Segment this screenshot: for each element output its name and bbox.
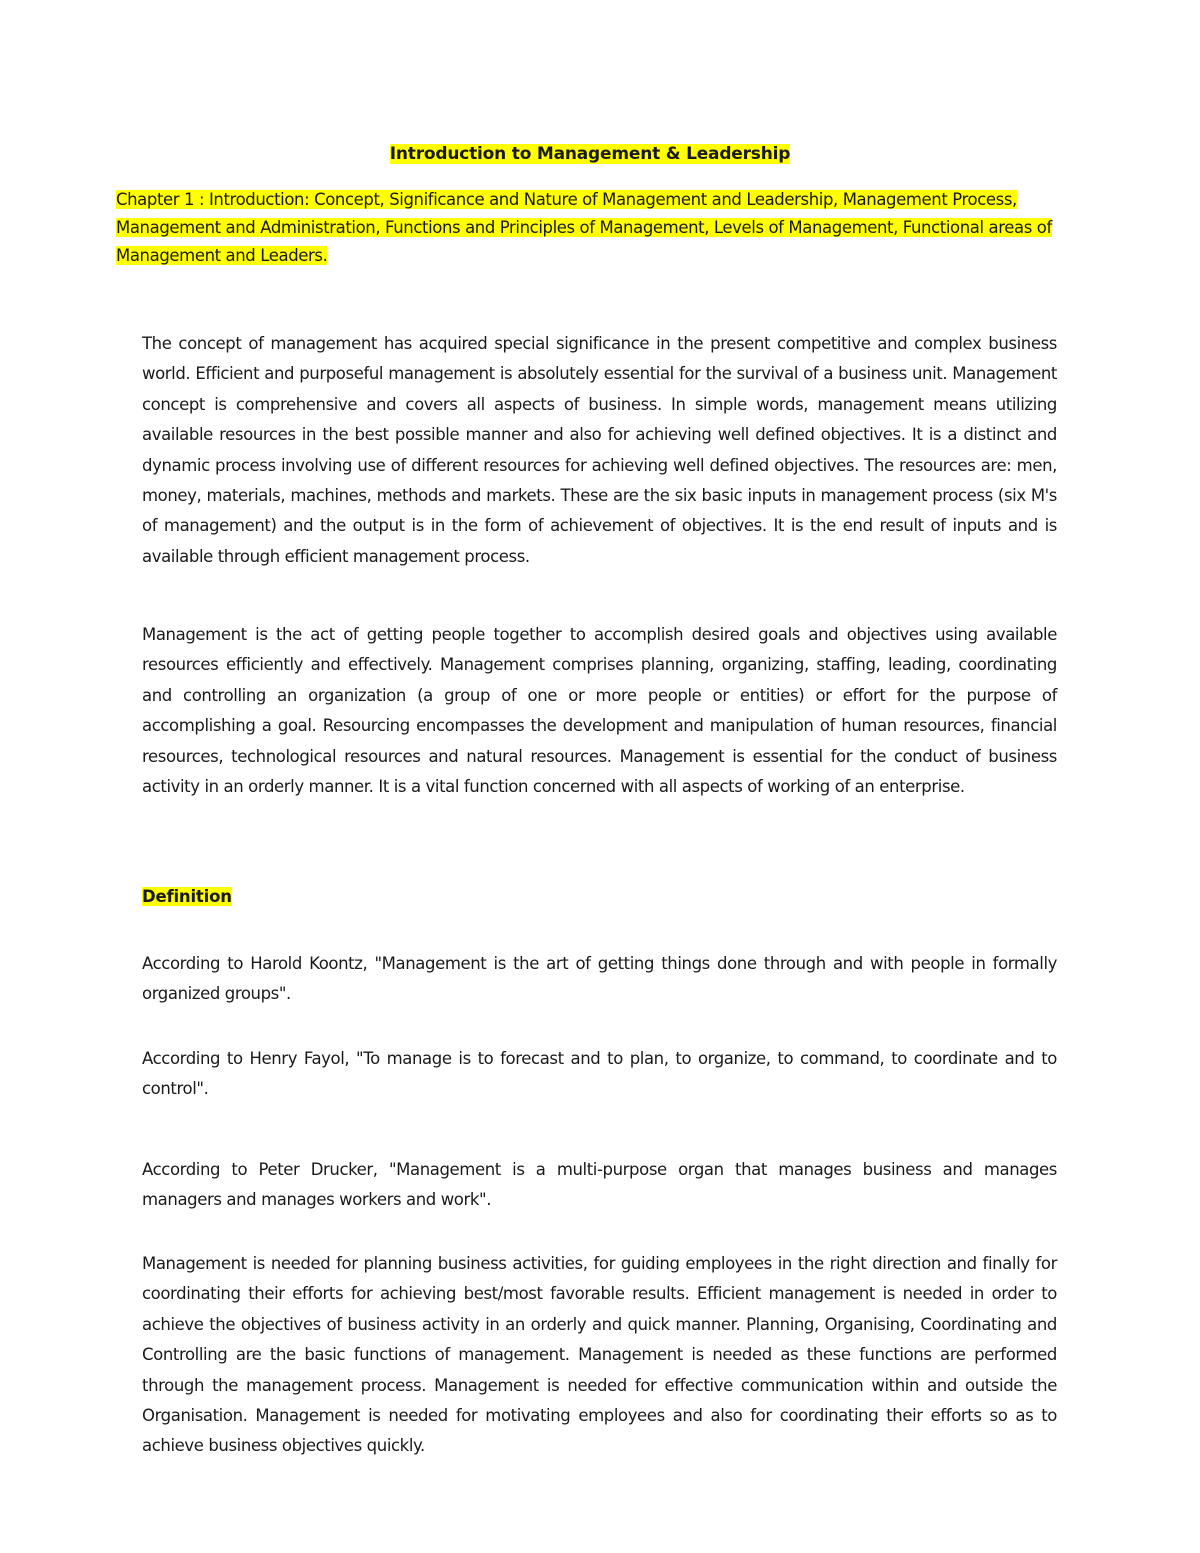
title-text: Introduction to Management & Leadership: [389, 144, 791, 164]
closing-paragraph: Management is needed for planning business activities, for guiding employees in the right direction and finally for coordinating their efforts for achieving best/most favorable results. Efficient management is needed in order to achieve the objectives of business activity in an orderly and quick manner. Planning, Organising, Coordinating and Controlling are the basic functions of management. Management is needed as these functions are performed through the management process. Management is needed for effective communication within and outside the Organisation. Management is needed for motivating employees and also for coordinating their efforts so as to achieve business objectives quickly.: [142, 1254, 1057, 1456]
document-title: [0, 141, 1180, 167]
management-paragraph: Management is the act of getting people together to accomplish desired goals and objectives using available resources efficiently and effectively. Management comprises planning, organizing, staffing, leading, coordinating and controlling an organization (a group of one or more people or entities) or effort for the purpose of accomplishing a goal. Resourcing encompasses the development and manipulation of human resources, financial resources, technological resources and natural resources. Management is essential for the conduct of business activity in an orderly manner. It is a vital function concerned with all aspects of working of an enterprise.: [142, 625, 1057, 797]
definition-drucker: According to Peter Drucker, "Management is a multi-purpose organ that manages business and manages managers and manages workers and work".: [142, 1160, 1057, 1210]
definition-heading: [142, 883, 232, 911]
chapter-text: Chapter 1 : Introduction: Concept, Significance and Nature of Management and Leadership, Management Process, Management and Administration, Functions and Principles of Management, Levels of Management, Functional areas of Management and Leaders.: [116, 190, 1052, 265]
definition-koontz: According to Harold Koontz, "Management is the art of getting things done through and with people in formally organized groups".: [142, 954, 1057, 1004]
definition-heading-text: Definition: [142, 887, 232, 906]
intro-paragraph: The concept of management has acquired special significance in the present competitive and complex business world. Efficient and purposeful management is absolutely essential for the survival of a business unit. Management concept is comprehensive and covers all aspects of business. In simple words, management means utilizing available resources in the best possible manner and also for achieving well defined objectives. It is a distinct and dynamic process involving use of different resources for achieving well defined objectives. The resources are: men, money, materials, machines, methods and markets. These are the six basic inputs in management process (six M's of management) and the output is in the form of achievement of objectives. It is the end result of inputs and is available through efficient management process.: [142, 334, 1057, 566]
definition-fayol: According to Henry Fayol, "To manage is to forecast and to plan, to organize, to command, to coordinate and to control".: [142, 1049, 1057, 1099]
chapter-summary: [116, 186, 1076, 270]
